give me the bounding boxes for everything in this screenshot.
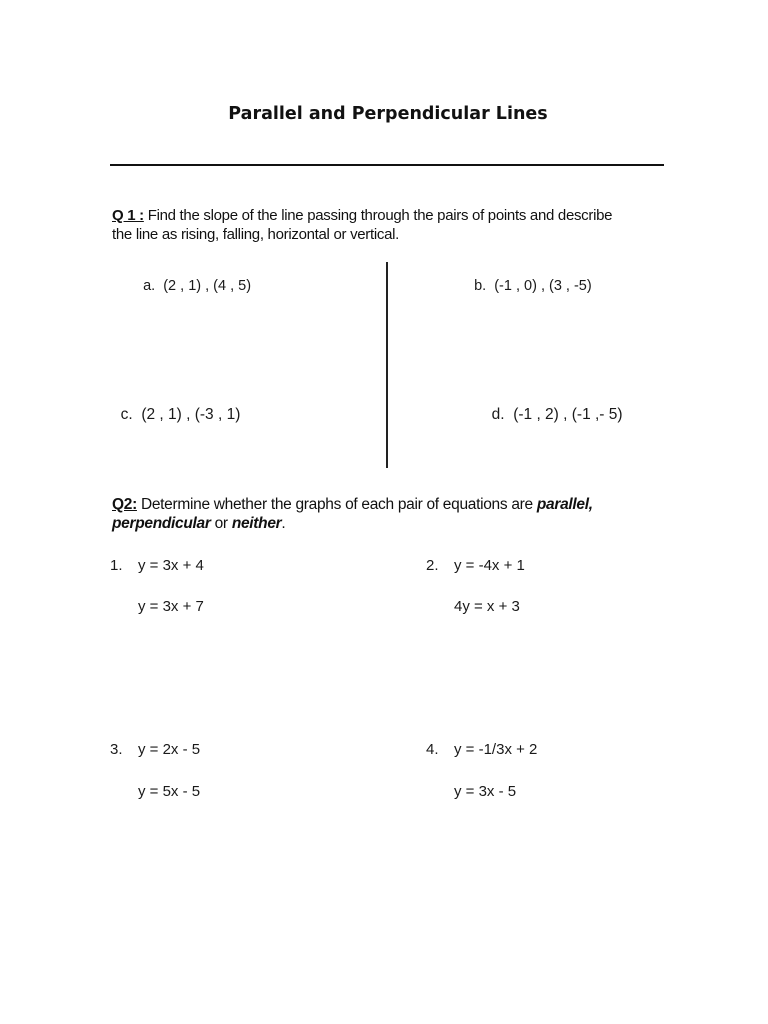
question-1-text-line2: the line as rising, falling, horizontal or vertical. bbox=[112, 226, 400, 243]
q1-item-d-label: d. bbox=[491, 406, 505, 423]
q2-item-2-number: 2. bbox=[426, 557, 439, 574]
q2-item-4-number: 4. bbox=[426, 741, 439, 758]
q1-item-b-label: b. bbox=[474, 278, 487, 294]
keyword-parallel: parallel, bbox=[536, 496, 593, 513]
q1-item-a-label: a. bbox=[143, 278, 156, 294]
q1-item-b bbox=[466, 262, 592, 294]
q1-item-a bbox=[135, 262, 251, 294]
question-2-label: Q2: bbox=[112, 496, 137, 513]
q1-item-c bbox=[112, 388, 240, 424]
question-2-heading bbox=[112, 495, 692, 533]
q2-item-1-number: 1. bbox=[110, 557, 123, 574]
question-1-label: Q 1 : bbox=[112, 207, 144, 224]
keyword-neither: neither bbox=[231, 515, 282, 532]
question-2-period: . bbox=[281, 515, 286, 532]
q1-item-d bbox=[483, 388, 623, 424]
q2-item-1-eq1: y = 3x + 4 bbox=[138, 557, 204, 574]
q2-item-1-eq2: y = 3x + 7 bbox=[138, 598, 204, 615]
question-1-text-line1: Find the slope of the line passing through the pairs of points and describe bbox=[143, 207, 613, 224]
q2-item-4-eq2: y = 3x - 5 bbox=[454, 783, 517, 800]
worksheet-title: Parallel and Perpendicular Lines bbox=[228, 104, 548, 124]
question-2-text: Determine whether the graphs of each pair of equations are bbox=[136, 496, 537, 513]
q1-item-b-points: (-1 , 0) , (3 , -5) bbox=[494, 278, 592, 294]
keyword-perpendicular: perpendicular bbox=[112, 515, 211, 532]
q2-item-3-number: 3. bbox=[110, 741, 123, 758]
q1-vertical-divider bbox=[386, 262, 388, 468]
q2-item-3-eq1: y = 2x - 5 bbox=[138, 741, 201, 758]
q2-item-2-eq2: 4y = x + 3 bbox=[454, 598, 520, 615]
q1-item-c-label: c. bbox=[120, 406, 133, 423]
q2-item-2-eq1: y = -4x + 1 bbox=[454, 557, 525, 574]
title-underline bbox=[110, 164, 664, 166]
question-1-heading bbox=[112, 206, 672, 244]
q1-item-c-points: (2 , 1) , (-3 , 1) bbox=[141, 406, 241, 423]
q1-item-a-points: (2 , 1) , (4 , 5) bbox=[163, 278, 252, 294]
q2-item-4-eq1: y = -1/3x + 2 bbox=[454, 741, 538, 758]
q1-item-d-points: (-1 , 2) , (-1 ,- 5) bbox=[513, 406, 623, 423]
question-2-or: or bbox=[210, 515, 232, 532]
q2-item-3-eq2: y = 5x - 5 bbox=[138, 783, 201, 800]
